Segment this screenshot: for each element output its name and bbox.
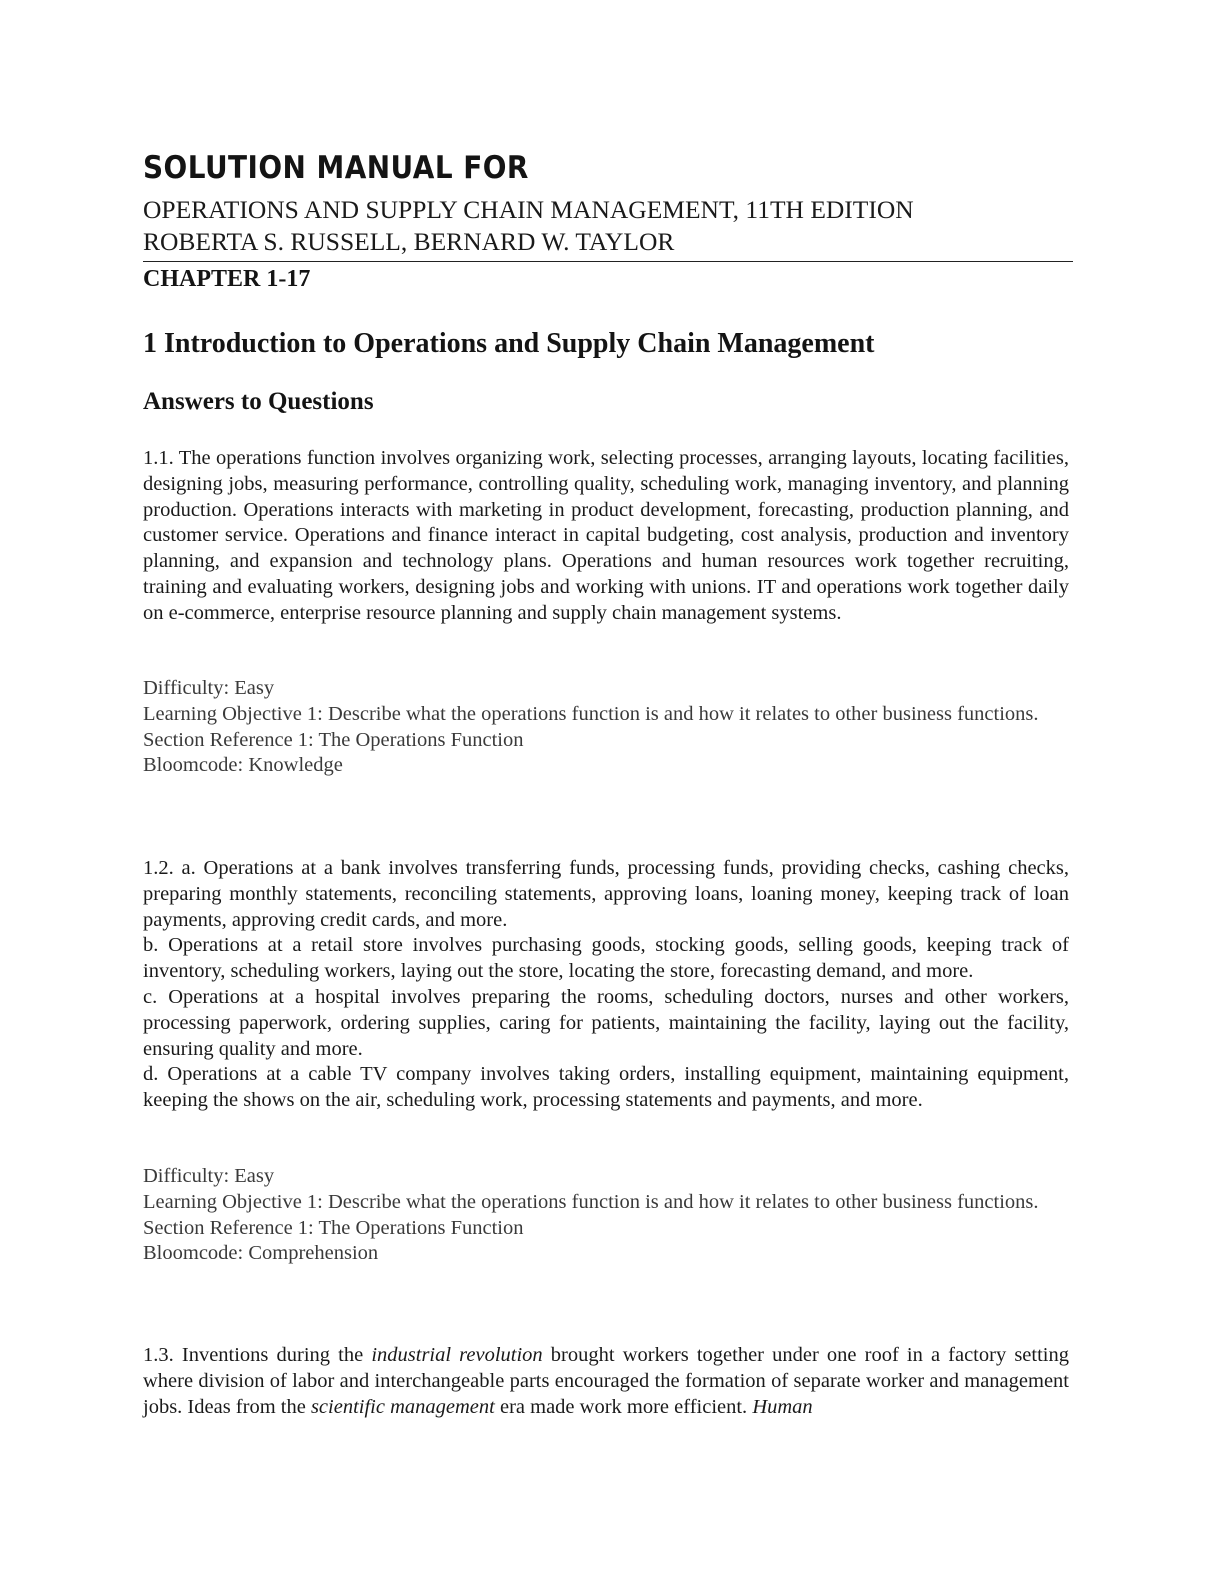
chapter-heading: 1 Introduction to Operations and Supply Chain Management <box>143 328 875 359</box>
section-reference: Section Reference 1: The Operations Function <box>143 728 524 751</box>
chapter-range: CHAPTER 1-17 <box>143 266 311 292</box>
book-title: OPERATIONS AND SUPPLY CHAIN MANAGEMENT, 11TH EDITION <box>143 195 914 224</box>
answer-1-1: 1.1. The operations function involves organizing work, selecting processes, arranging layouts, locating facilities, designing jobs, measuring performance, controlling quality, scheduling work, managing inventory, and planning production. Operations interacts with marketing in product development, forecasting, production planning, and customer service. Operations and finance interact in capital budgeting, cost analysis, production and inventory planning, and expansion and technology plans. Operations and human resources work together recruiting, training and evaluating workers, designing jobs and working with unions. IT and operations work together daily on e-commerce, enterprise resource planning and supply chain management systems. <box>143 447 1069 624</box>
answer-1-3-text: era made work more efficient. <box>494 1395 753 1418</box>
document-title: SOLUTION MANUAL FOR <box>143 150 529 186</box>
answer-1-2-b: b. Operations at a retail store involves purchasing goods, stocking goods, selling goods, keeping track of inventory, scheduling workers, laying out the store, locating the store, forecasting demand, and more. <box>143 934 1069 983</box>
answer-1-2-metadata <box>143 1164 1043 1267</box>
answer-1-3-text: brought workers together under one roof in a factory setting where division of labor and interchangeable parts encouraged the formation of separate worker and management jobs. Ideas from the <box>143 1344 1069 1418</box>
learning-objective: Learning Objective 1: Describe what the operations function is and how it relates to other business functions. <box>143 702 1039 725</box>
section-subheading: Answers to Questions <box>143 388 374 415</box>
answer-1-3-text: 1.3. Inventions during the <box>143 1344 372 1366</box>
emphasis-industrial-revolution: industrial revolution <box>371 1344 543 1366</box>
answer-1-1-metadata <box>143 676 1043 779</box>
answer-1-3 <box>143 1343 1069 1420</box>
bloomcode: Bloomcode: Knowledge <box>143 754 343 777</box>
difficulty: Difficulty: Easy <box>143 677 275 699</box>
emphasis-scientific-management: scientific management <box>310 1395 495 1418</box>
header-divider <box>143 261 1073 262</box>
answer-1-2-a: 1.2. a. Operations at a bank involves transferring funds, processing funds, providing checks, cashing checks, preparing monthly statements, reconciling statements, approving loans, loaning money, keeping track of loan payments, approving credit cards, and more. <box>143 857 1069 931</box>
answer-1-2-d: d. Operations at a cable TV company involves taking orders, installing equipment, maintaining equipment, keeping the shows on the air, scheduling work, processing statements and payments, and more. <box>143 1063 1069 1112</box>
learning-objective: Learning Objective 1: Describe what the operations function is and how it relates to other business functions. <box>143 1190 1039 1213</box>
answer-1-2 <box>143 856 1069 1114</box>
difficulty: Difficulty: Easy <box>143 1165 275 1187</box>
bloomcode: Bloomcode: Comprehension <box>143 1242 379 1265</box>
book-authors: ROBERTA S. RUSSELL, BERNARD W. TAYLOR <box>143 227 675 256</box>
section-reference: Section Reference 1: The Operations Function <box>143 1216 524 1239</box>
emphasis-human: Human <box>752 1395 813 1418</box>
answer-1-2-c: c. Operations at a hospital involves preparing the rooms, scheduling doctors, nurses and other workers, processing paperwork, ordering supplies, caring for patients, maintaining the facility, laying out the facility, ensuring quality and more. <box>143 985 1069 1060</box>
